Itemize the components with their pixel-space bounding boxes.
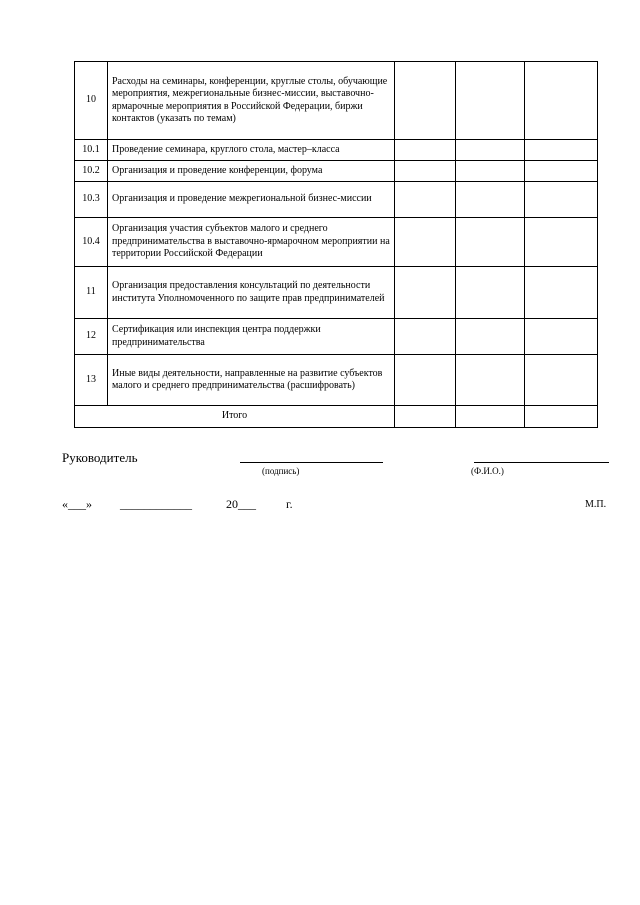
date-day: «___» xyxy=(62,497,92,511)
value-cell xyxy=(395,182,456,218)
value-cell xyxy=(395,161,456,182)
head-label: Руководитель xyxy=(62,450,138,465)
value-cell xyxy=(525,161,598,182)
row-number: 10 xyxy=(75,62,108,140)
table-row xyxy=(75,182,598,218)
value-cell xyxy=(525,218,598,267)
signature-caption: (подпись) xyxy=(262,466,300,476)
name-caption: (Ф.И.О.) xyxy=(471,466,504,476)
total-label: Итого xyxy=(75,406,395,428)
stamp-place: М.П. xyxy=(585,499,607,510)
row-description: Организация и проведение конференции, форума xyxy=(108,161,395,182)
value-cell xyxy=(456,218,525,267)
value-cell xyxy=(525,319,598,355)
value-cell xyxy=(395,267,456,319)
value-cell xyxy=(525,140,598,161)
row-description: Иные виды деятельности, направленные на развитие субъектов малого и среднего предпринимательства (расшифровать) xyxy=(108,355,395,406)
table-row xyxy=(75,62,598,140)
value-cell xyxy=(525,267,598,319)
value-cell xyxy=(525,355,598,406)
value-cell xyxy=(456,62,525,140)
row-number: 13 xyxy=(75,355,108,406)
value-cell xyxy=(456,319,525,355)
value-cell xyxy=(456,182,525,218)
value-cell xyxy=(395,406,456,428)
report-table xyxy=(74,61,598,428)
value-cell xyxy=(456,161,525,182)
value-cell xyxy=(456,267,525,319)
row-description: Организация предоставления консультаций по деятельности института Уполномоченного по защите прав предпринимателей xyxy=(108,267,395,319)
value-cell xyxy=(525,406,598,428)
value-cell xyxy=(395,355,456,406)
table-row xyxy=(75,267,598,319)
row-number: 10.3 xyxy=(75,182,108,218)
table-row xyxy=(75,140,598,161)
date-year-suffix: г. xyxy=(286,497,293,511)
row-description: Расходы на семинары, конференции, круглые столы, обучающие мероприятия, межрегиональные бизнес-миссии, выставочно-ярмарочные мероприятия в Российской Федерации, биржи контактов (указать по темам) xyxy=(108,62,395,140)
name-line xyxy=(474,462,609,463)
value-cell xyxy=(395,319,456,355)
table-row xyxy=(75,161,598,182)
row-number: 10.4 xyxy=(75,218,108,267)
row-number: 11 xyxy=(75,267,108,319)
date-month: ____________ xyxy=(120,497,192,511)
value-cell xyxy=(456,140,525,161)
value-cell xyxy=(395,62,456,140)
value-cell xyxy=(395,140,456,161)
row-description: Организация участия субъектов малого и среднего предпринимательства в выставочно-ярмарочном мероприятии на территории Российской Федерации xyxy=(108,218,395,267)
date-year: 20___ xyxy=(226,497,256,511)
value-cell xyxy=(525,182,598,218)
row-number: 10.1 xyxy=(75,140,108,161)
table-row xyxy=(75,218,598,267)
row-number: 10.2 xyxy=(75,161,108,182)
table-row xyxy=(75,319,598,355)
signature-line xyxy=(240,462,383,463)
row-description: Проведение семинара, круглого стола, мастер–класса xyxy=(108,140,395,161)
total-row xyxy=(75,406,598,428)
value-cell xyxy=(395,218,456,267)
row-description: Сертификация или инспекция центра поддержки предпринимательства xyxy=(108,319,395,355)
value-cell xyxy=(456,406,525,428)
row-number: 12 xyxy=(75,319,108,355)
value-cell xyxy=(456,355,525,406)
row-description: Организация и проведение межрегиональной бизнес-миссии xyxy=(108,182,395,218)
value-cell xyxy=(525,62,598,140)
table-row xyxy=(75,355,598,406)
